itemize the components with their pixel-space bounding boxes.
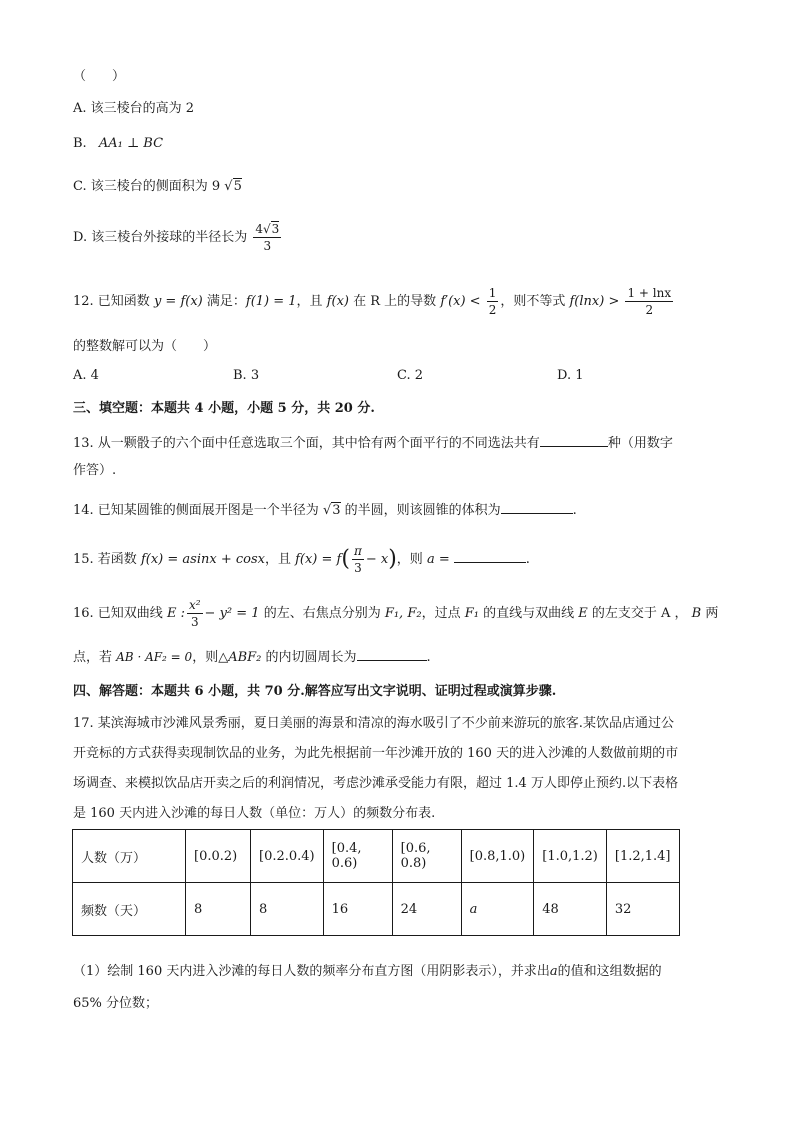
q16-j: 的左支交于 A ， [587,606,692,621]
section-3-heading: 三、填空题：本题共 4 小题，小题 5 分，共 20 分. [73,401,375,416]
q16-k: B [691,606,702,621]
sqrt-sign: √ [322,503,332,518]
q16-x2-den: 3 [190,615,199,629]
q17-sub1-var: a [549,964,558,979]
q12-g: 在 R 上的导数 [348,294,441,309]
q15-g: a = [426,552,450,567]
q12-option-d: D. 1 [557,368,584,383]
q15-pi-fraction [352,543,364,576]
q14-radicand: 3 [332,503,341,518]
option-d-text: D. 该三棱台外接球的半径长为 [73,230,248,245]
q14-b: 的半圆，则该圆锥的体积为 [340,503,501,518]
q15-b: f(x) = asinx + cosx [140,552,265,567]
q16-d: 的左、右焦点分别为 [259,606,385,621]
q12-j: f(lnx) > [569,294,620,309]
table-cell: 8 [251,883,324,936]
q15-e: − x [365,552,389,567]
paren-blank: （ ） [73,69,126,84]
q12-e: ，且 [296,294,327,309]
q16-line1 [73,594,718,634]
q16-i: E [578,606,588,621]
sqrt-sign: √ [263,222,271,236]
option-c-radicand: 5 [233,179,242,194]
q12-rhs-num: 1 + lnx [627,286,672,300]
q16-h: 的直线与双曲线 [478,606,579,621]
table-cell: [0.8,1.0) [461,830,534,883]
q13-line2: 作答）. [73,463,117,478]
option-d-fraction [253,221,281,254]
q12-c: 满足： [202,294,246,309]
q17-line3: 场调查、来模拟饮品店开卖之后的利润情况，考虑沙滩承受能力有限，超过 1.4 万人即停止预约.以下表格 [73,776,679,791]
table-cell: 48 [534,883,607,936]
q17-line1: 17. 某滨海城市沙滩风景秀丽，夏日美丽的海景和清凉的海水吸引了不少前来游玩的旅客.某饮品店通过公 [73,716,674,731]
q17-sub1-line1 [73,963,662,981]
q16-b: E : [166,606,185,621]
q16-line2 [73,646,431,667]
q16-f: ，过点 [421,606,465,621]
table-cell: [1.0,1.2) [534,830,607,883]
q16-a: 16. 已知双曲线 [73,606,167,621]
option-b [73,135,163,153]
q17-sub1-a: （1）绘制 160 天内进入沙滩的每日人数的频率分布直方图（用阴影表示），并求出 [73,964,550,979]
table-row [73,883,680,936]
option-a: A. 该三棱台的高为 2 [73,101,195,116]
table-cell: 8 [186,883,251,936]
q12-line1 [73,282,675,322]
table-cell: 人数（万） [73,830,186,883]
q12-rhs-den: 2 [645,303,654,317]
q15-pi-num: π [353,544,362,558]
table-cell: 32 [606,883,679,936]
q12-half-num: 1 [488,286,497,300]
option-c-text: C. 该三棱台的侧面积为 9 [73,179,221,194]
table-row [73,830,680,883]
q15-answer-blank [454,548,526,563]
table-cell: [0.2.0.4) [251,830,324,883]
q15-pi-den: 3 [354,561,362,575]
frequency-table [72,829,680,936]
q13-text: 13. 从一颗骰子的六个面中任意选取三个面，其中恰有两个面平行的不同选法共有 [73,436,540,451]
q14-line [73,499,577,520]
option-c [73,178,242,196]
option-d-num-coef: 4 [255,222,264,236]
q14-a: 14. 已知某圆锥的侧面展开图是一个半径为 [73,503,323,518]
table-cell: 16 [323,883,392,936]
q15-end: . [525,552,530,567]
q16-line2-e: 的内切圆周长为 [261,650,357,665]
q17-line2: 开竞标的方式获得卖现制饮品的业务，为此先根据前一年沙滩开放的 160 天的进入沙滩的人数做前期的市 [73,746,679,761]
q16-e: F₁, F₂ [384,606,422,621]
q17-sub1-b: 的值和这组数据的 [557,964,662,979]
table-cell: [0.6, 0.8) [392,830,461,883]
section-4-heading: 四、解答题：本题共 6 小题，共 70 分.解答应写出文字说明、证明过程或演算步骤. [73,684,557,699]
table-cell: [1.2,1.4] [606,830,679,883]
q16-line2-c: ，则 [192,650,219,665]
q13-answer-blank [540,432,608,447]
q15-line [73,540,530,580]
option-b-math: AA₁ ⊥ BC [98,136,164,151]
q12-a: 12. 已知函数 [73,294,154,309]
q16-x2-fraction [187,597,203,630]
q16-l: 两 [701,606,719,621]
q16-vector-product: AB · AF₂ = 0 [116,650,193,664]
q14-answer-blank [501,499,573,514]
q16-answer-blank [357,646,427,661]
q16-line2-a: 点，若 [73,650,117,665]
q15-close-paren: ) [388,546,397,572]
q15-c: ，且 [264,552,296,567]
q16-g: F₁ [464,606,479,621]
q12-line2: 的整数解可以为（ ） [73,339,217,354]
q13-line1 [73,432,673,453]
q12-f: f(x) [326,294,349,309]
option-b-prefix: B. [73,136,87,151]
table-cell: [0.4, 0.6) [323,830,392,883]
q15-d: f(x) = f [295,552,342,567]
q12-option-c: C. 2 [397,368,424,383]
table-cell: a [461,883,534,936]
q16-end: . [426,650,431,665]
option-d [73,218,283,258]
q12-rhs-fraction [625,285,673,318]
q15-f: ，则 [396,552,427,567]
option-d-num-rad: 3 [271,222,280,236]
q12-option-a: A. 4 [73,368,99,383]
q17-line4: 是 160 天内进入沙滩的每日人数（单位：万人）的频数分布表. [73,806,436,821]
q15-open-paren: ( [341,546,350,572]
table-cell: [0.0.2) [186,830,251,883]
q17-sub1-line2: 65% 分位数； [73,996,159,1011]
table-cell: 频数（天） [73,883,186,936]
table-cell: 24 [392,883,461,936]
q13-tail: 种（用数字 [607,436,673,451]
q14-end: . [572,503,577,518]
q15-a: 15. 若函数 [73,552,141,567]
q16-c: − y² = 1 [204,606,260,621]
q12-half-fraction [487,285,499,318]
q12-h: f′(x) < [440,294,481,309]
q12-half-den: 2 [488,303,497,317]
sqrt-sign: √ [224,179,233,194]
q16-x2-num: x² [188,598,201,612]
q12-d: f(1) = 1 [245,294,297,309]
q12-option-b: B. 3 [233,368,260,383]
option-d-den: 3 [263,239,272,253]
q12-i: ，则不等式 [500,294,570,309]
q16-triangle: △ABF₂ [218,650,262,665]
q12-b: y = f(x) [153,294,203,309]
